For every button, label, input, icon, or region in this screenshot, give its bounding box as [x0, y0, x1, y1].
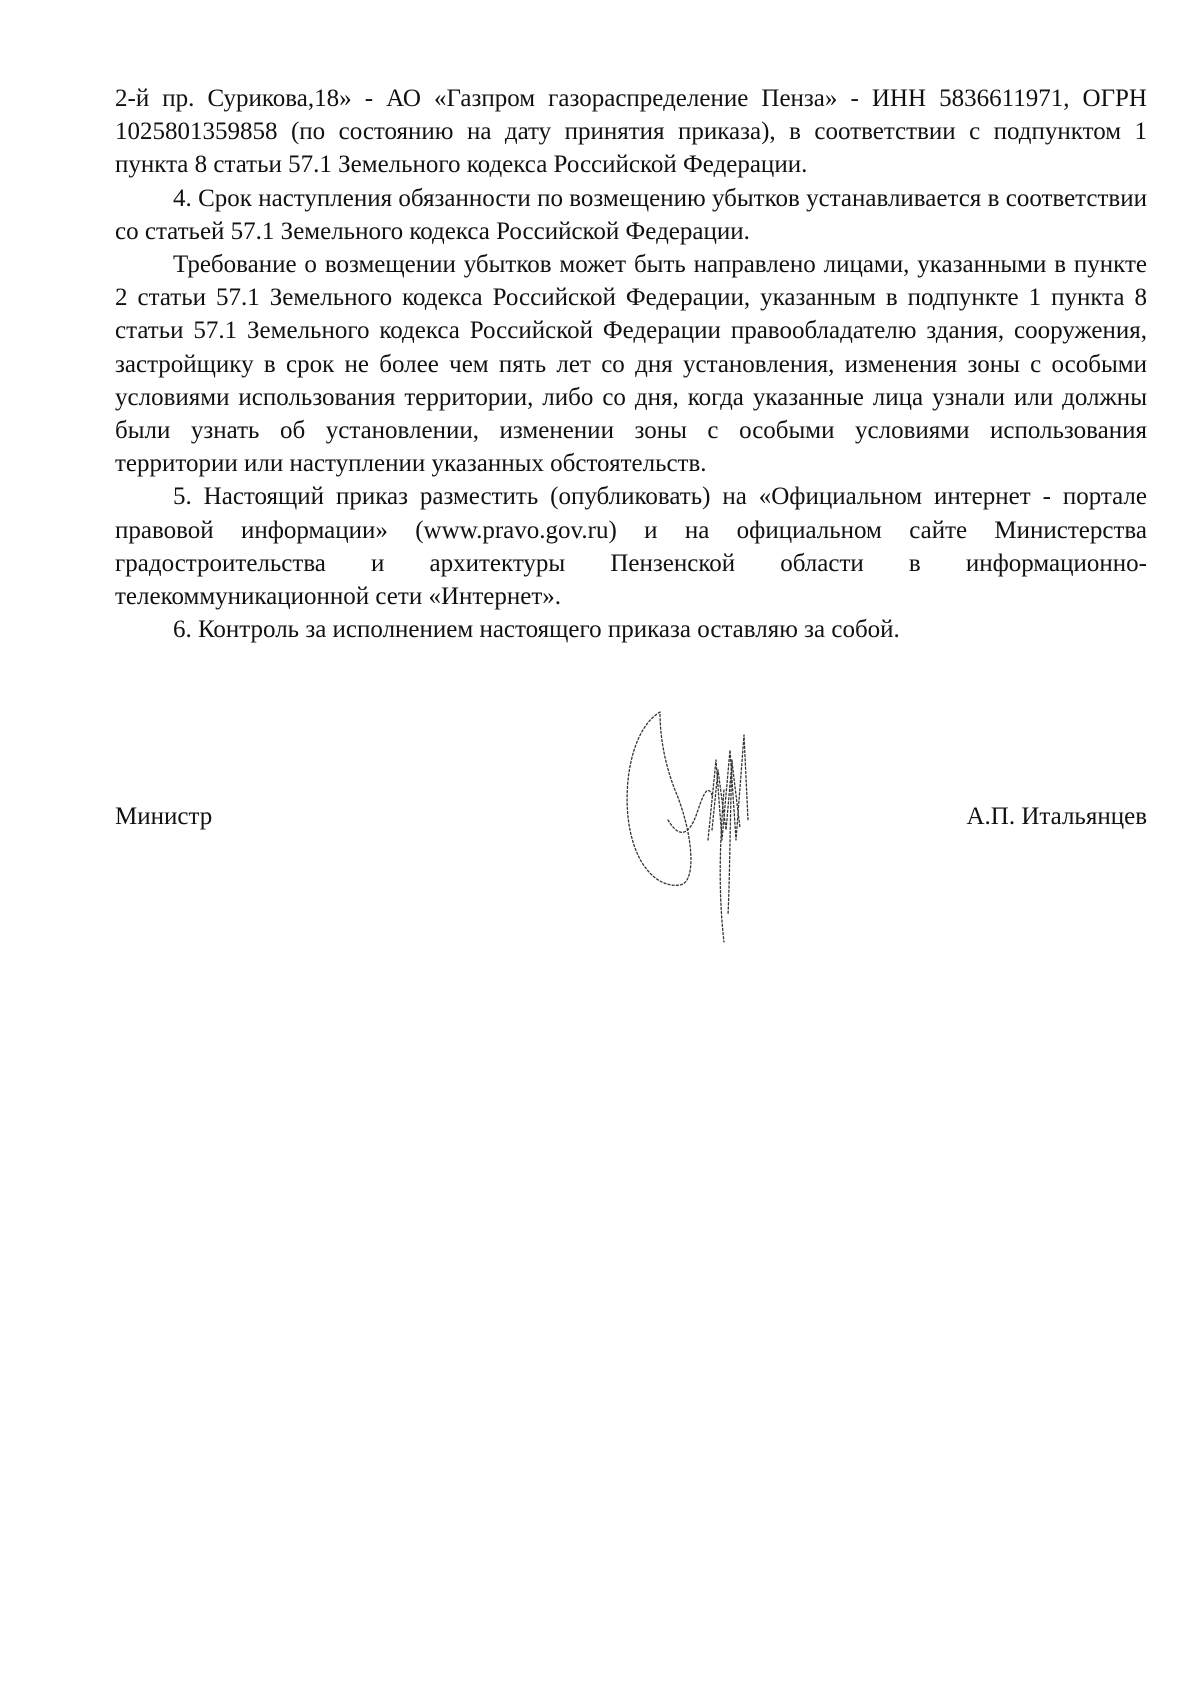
- paragraph-item-5: 5. Настоящий приказ разместить (опубликовать) на «Официальном интернет - портале правовой информации» (www.pravo.gov.ru) и на официальном сайте Министерства градостроительства и архитектуры Пензенской области в информационно-телекоммуникационной сети «Интернет».: [115, 483, 1147, 611]
- handwritten-signature: [620, 700, 800, 945]
- paragraph-damages-claim: Требование о возмещении убытков может быть направлено лицами, указанными в пункте 2 статьи 57.1 Земельного кодекса Российской Федерации, указанным в подпункте 1 пункта 8 статьи 57.1 Земельного кодекса Российской Федерации правообладателю здания, сооружения, застройщику в срок не более чем пять лет со дня установления, изменения зоны с особыми условиями использования территории, либо со дня, когда указанные лица узнали или должны были узнать об установлении, изменении зоны с особыми условиями использования территории или наступлении указанных обстоятельств.: [115, 251, 1147, 478]
- paragraph-address-continuation: 2-й пр. Сурикова,18» - АО «Газпром газораспределение Пенза» - ИНН 5836611971, ОГРН 1025801359858 (по состоянию на дату принятия приказа), в соответствии с подпунктом 1 пункта 8 статьи 57.1 Земельного кодекса Российской Федерации.: [115, 85, 1147, 179]
- signatory-position: Министр: [115, 803, 213, 830]
- signatory-name: А.П. Итальянцев: [966, 803, 1147, 830]
- document-body: [115, 82, 1147, 646]
- paragraph-item-6: 6. Контроль за исполнением настоящего приказа оставляю за собой.: [173, 616, 900, 644]
- paragraph-item-4: 4. Срок наступления обязанности по возмещению убытков устанавливается в соответствии со статьей 57.1 Земельного кодекса Российской Федерации.: [115, 184, 1147, 245]
